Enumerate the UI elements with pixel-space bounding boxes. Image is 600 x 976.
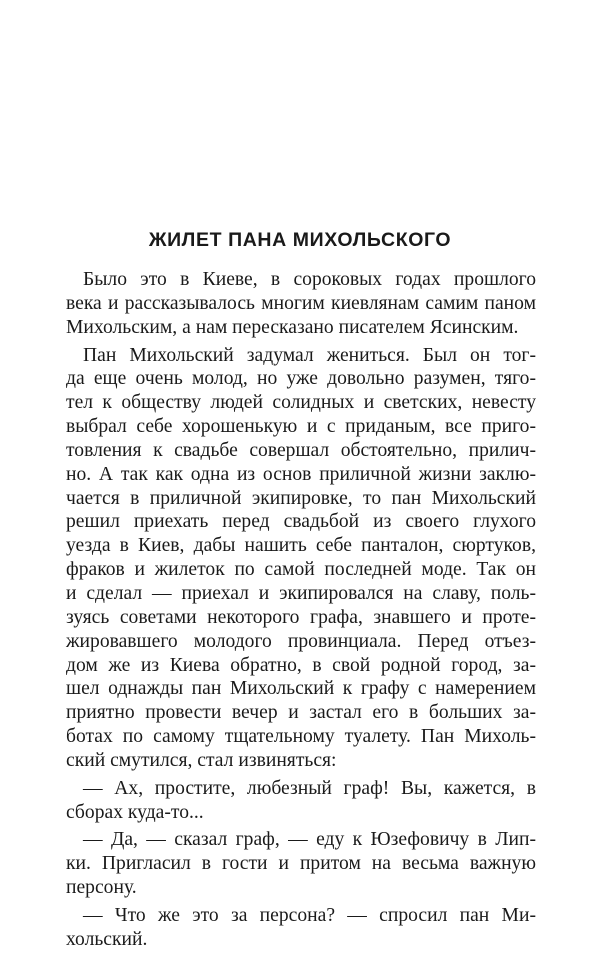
text-line: уезда в Киев, дабы нашить себе панталон, сюртуков, xyxy=(66,535,536,557)
text-line: — Что же это за персона? — спросил пан Ми- xyxy=(83,904,536,926)
body-text xyxy=(66,268,536,956)
text-line: сборах куда-то... xyxy=(66,801,204,823)
paragraph xyxy=(66,344,536,773)
text-line: и сделал — приехал и экипировался на славу, поль- xyxy=(66,582,536,604)
text-line: ки. Пригласил в гости и притом на весьма важную xyxy=(66,853,536,875)
text-line: хольский. xyxy=(66,928,148,950)
paragraph xyxy=(66,268,536,340)
chapter-title: ЖИЛЕТ ПАНА МИХОЛЬСКОГО xyxy=(148,229,452,251)
text-line: ский смутился, стал извиняться: xyxy=(66,749,337,771)
text-line: товления к свадьбе совершал обстоятельно, прилич- xyxy=(66,439,536,461)
paragraph xyxy=(66,828,536,900)
text-line: решил приехать перед свадьбой из своего глухого xyxy=(66,511,536,533)
text-line: фраков и жилеток по самой последней моде. Так он xyxy=(66,559,536,581)
text-line: приятно провести вечер и застал его в больших за- xyxy=(66,702,536,724)
text-line: тел к обществу людей солидных и светских, невесту xyxy=(66,392,536,414)
text-line: чается в приличной экипировке, то пан Михольский xyxy=(66,487,536,509)
text-line: выбрал себе хорошенькую и с приданым, все приго- xyxy=(66,416,536,438)
paragraph xyxy=(66,777,536,825)
text-line: — Да, — сказал граф, — еду к Юзефовичу в Лип- xyxy=(83,829,536,851)
text-line: жировавшего молодого провинциала. Перед отъез- xyxy=(66,630,536,652)
text-line: персону. xyxy=(66,877,137,899)
text-line: но. А так как одна из основ приличной жизни заклю- xyxy=(66,463,536,485)
paragraph xyxy=(66,904,536,952)
text-line: дом же из Киева обратно, в свой родной город, за- xyxy=(66,654,536,676)
text-line: шел однажды пан Михольский к графу с намерением xyxy=(66,678,536,700)
text-line: Пан Михольский задумал жениться. Был он тог- xyxy=(83,344,536,366)
text-line: зуясь советами некоторого графа, знавшего и протe- xyxy=(66,606,536,628)
text-line: Было это в Киеве, в сороковых годах прошлого xyxy=(83,269,536,290)
text-line: Михольским, а нам пересказано писателем Ясинским. xyxy=(66,316,519,338)
text-line: — Ах, простите, любезный граф! Вы, кажется, в xyxy=(83,777,536,799)
text-line: ботах по самому тщательному туалету. Пан Михоль- xyxy=(66,726,536,748)
text-line: века и рассказывалось многим киевлянам самим паном xyxy=(66,292,536,314)
text-line: да еще очень молод, но уже довольно разумен, тяго- xyxy=(66,368,536,390)
